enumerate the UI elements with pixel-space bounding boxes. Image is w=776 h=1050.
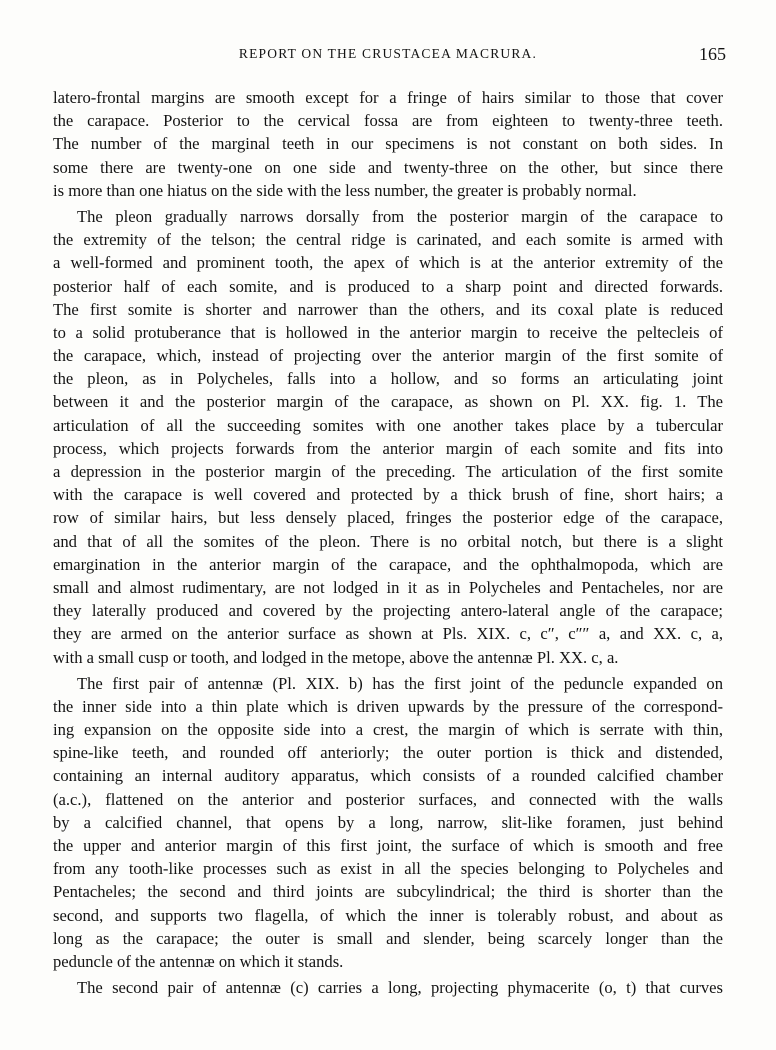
text-line: (a.c.), flattened on the anterior and posterior surfaces, and connected with the walls bbox=[53, 789, 723, 809]
text-line: the upper and anterior margin of this first joint, the surface of which is smooth and free bbox=[53, 836, 723, 855]
body-text bbox=[53, 86, 723, 999]
text-line: by a calcified channel, that opens by a long, narrow, slit-like foramen, just behind bbox=[53, 812, 723, 832]
text-line: with the carapace is well covered and protected by a thick brush of fine, short hairs; a bbox=[53, 485, 723, 505]
text-line: a well-formed and prominent tooth, the apex of which is at the anterior extremity of the bbox=[53, 253, 723, 273]
text-line: Pentacheles; the second and third joints are subcylindrical; the third is shorter than the bbox=[53, 882, 723, 902]
text-line: containing an internal auditory apparatus, which consists of a rounded calcified chamber bbox=[53, 766, 723, 786]
text-line: is more than one hiatus on the side with the less number, the greater is probably normal. bbox=[53, 180, 637, 200]
text-line: spine-like teeth, and rounded off anteriorly; the outer portion is thick and distended, bbox=[53, 743, 723, 763]
text-line: The number of the marginal teeth in our specimens is not constant on both sides. In bbox=[53, 134, 723, 154]
text-line: second, and supports two flagella, of which the inner is tolerably robust, and about as bbox=[53, 905, 723, 925]
text-line: process, which projects forwards from the anterior margin of each somite and fits into bbox=[53, 438, 723, 458]
text-line: ing expansion on the opposite side into a crest, the margin of which is serrate with thin, bbox=[53, 720, 723, 740]
text-line: small and almost rudimentary, are not lodged in it as in Polycheles and Pentacheles, nor are bbox=[53, 577, 723, 597]
text-line: from any tooth-like processes such as exist in all the species belonging to Polycheles and bbox=[53, 859, 723, 879]
text-line: they are armed on the anterior surface as shown at Pls. XIX. c, c″, c″″ a, and XX. c, a, bbox=[53, 624, 723, 644]
text-line: and that of all the somites of the pleon. There is no orbital notch, but there is a slight bbox=[53, 531, 723, 551]
text-line: posterior half of each somite, and is produced to a sharp point and directed forwards. bbox=[53, 276, 723, 296]
text-line: The first pair of antennæ (Pl. XIX. b) has the first joint of the peduncle expanded on bbox=[77, 673, 723, 693]
paragraph bbox=[53, 205, 723, 669]
text-line: articulation of all the succeeding somites with one another takes place by a tubercular bbox=[53, 415, 723, 435]
page-header bbox=[50, 44, 726, 66]
text-line: a depression in the posterior margin of the preceding. The articulation of the first somite bbox=[53, 462, 723, 481]
paragraph bbox=[53, 672, 723, 973]
text-line: they laterally produced and covered by the projecting antero-lateral angle of the carapace; bbox=[53, 601, 723, 621]
text-line: some there are twenty-one on one side and twenty-three on the other, but since there bbox=[53, 157, 723, 177]
paragraph bbox=[53, 86, 723, 202]
text-line: The first somite is shorter and narrower than the others, and its coxal plate is reduced bbox=[53, 299, 723, 319]
text-line: the carapace, which, instead of projecting over the anterior margin of the first somite of bbox=[53, 346, 723, 366]
text-line: The pleon gradually narrows dorsally from the posterior margin of the carapace to bbox=[77, 206, 723, 226]
text-line: the carapace. Posterior to the cervical fossa are from eighteen to twenty-three teeth. bbox=[53, 111, 723, 131]
paragraph bbox=[53, 976, 723, 999]
text-line: between it and the posterior margin of the carapace, as shown on Pl. XX. fig. 1. The bbox=[53, 392, 723, 412]
text-line: latero-frontal margins are smooth except for a fringe of hairs similar to those that cover bbox=[53, 88, 723, 107]
text-line: row of similar hairs, but less densely placed, fringes the posterior edge of the carapace, bbox=[53, 508, 723, 528]
text-line: The second pair of antennæ (c) carries a long, projecting phymacerite (o, t) that curves bbox=[77, 978, 723, 998]
text-line: emargination in the anterior margin of the carapace, and the ophthalmopoda, which are bbox=[53, 554, 723, 574]
text-line: to a solid protuberance that is hollowed in the anterior margin to receive the peltecleis of bbox=[53, 322, 723, 342]
text-line: the inner side into a thin plate which is driven upwards by the pressure of the correspond- bbox=[53, 696, 723, 716]
page-number: 165 bbox=[699, 44, 726, 64]
text-line: the extremity of the telson; the central ridge is carinated, and each somite is armed with bbox=[53, 230, 723, 250]
running-title: REPORT ON THE CRUSTACEA MACRURA. bbox=[238, 46, 538, 61]
text-line: the pleon, as in Polycheles, falls into a hollow, and so forms an articulating joint bbox=[53, 369, 723, 389]
text-line: peduncle of the antennæ on which it stands. bbox=[53, 951, 344, 971]
text-line: with a small cusp or tooth, and lodged in the metope, above the antennæ Pl. XX. c, a. bbox=[53, 647, 619, 667]
text-line: long as the carapace; the outer is small and slender, being scarcely longer than the bbox=[53, 928, 723, 948]
